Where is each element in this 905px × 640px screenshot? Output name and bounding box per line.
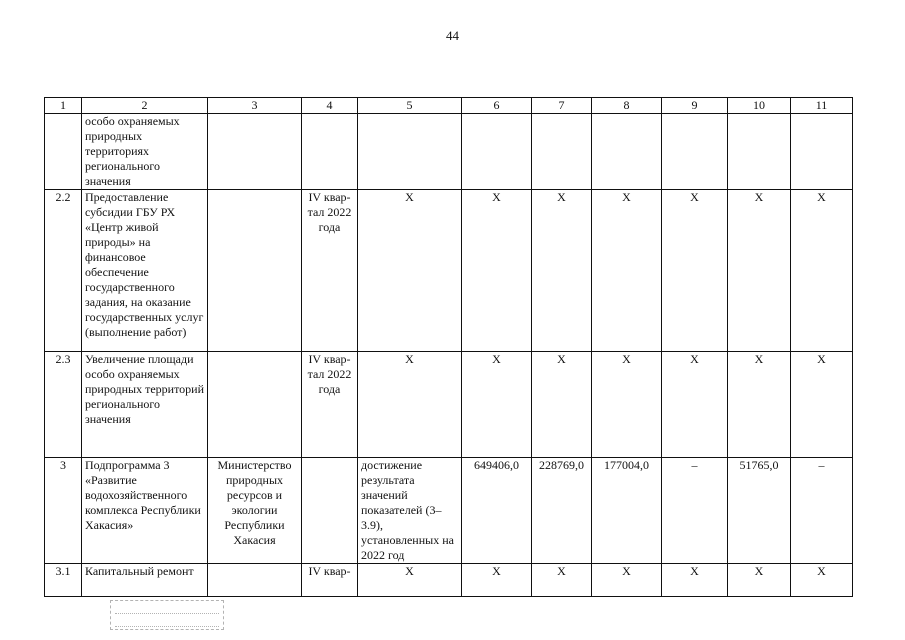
table-row — [45, 190, 853, 352]
executor-cell: Министерство природных ресурсов и экологии Республики Хакасия — [208, 458, 302, 564]
header-cell: 2 — [82, 98, 208, 114]
term-cell: IV квар- тал 2022 года — [302, 190, 358, 352]
header-row — [45, 98, 853, 114]
row-number-cell — [45, 114, 82, 190]
header-cell: 7 — [532, 98, 592, 114]
value-cell: X — [462, 190, 532, 352]
term-cell: IV квар- тал 2022 года — [302, 352, 358, 458]
value-cell: X — [662, 190, 728, 352]
row-number-cell: 3.1 — [45, 564, 82, 597]
header-cell: 5 — [358, 98, 462, 114]
value-cell: X — [462, 352, 532, 458]
event-name-cell: особо охраняемых природных территориях регионального значения — [82, 114, 208, 190]
executor-cell — [208, 564, 302, 597]
event-name-cell: Увеличение площади особо охраняемых природных территорий регионального значения — [82, 352, 208, 458]
program-table — [44, 97, 853, 597]
value-cell: X — [662, 352, 728, 458]
value-cell — [662, 114, 728, 190]
value-cell: 177004,0 — [592, 458, 662, 564]
event-name-cell: Предоставление субсидии ГБУ РХ «Центр живой природы» на финансовое обеспечение государственного задания, на оказание государственных услуг (выполнение работ) — [82, 190, 208, 352]
header-cell: 1 — [45, 98, 82, 114]
faded-stamp — [110, 600, 224, 630]
row-number-cell: 3 — [45, 458, 82, 564]
row-number-cell: 2.3 — [45, 352, 82, 458]
value-cell — [532, 114, 592, 190]
executor-cell — [208, 114, 302, 190]
value-cell: X — [728, 352, 791, 458]
header-cell: 6 — [462, 98, 532, 114]
value-cell: 228769,0 — [532, 458, 592, 564]
executor-cell — [208, 352, 302, 458]
result-cell: X — [358, 352, 462, 458]
term-cell: IV квар- — [302, 564, 358, 597]
value-cell: 649406,0 — [462, 458, 532, 564]
table-row — [45, 114, 853, 190]
event-name-cell: Подпрограмма 3 «Развитие водохозяйственного комплекса Республики Хакасия» — [82, 458, 208, 564]
header-cell: 10 — [728, 98, 791, 114]
value-cell — [791, 114, 853, 190]
header-cell: 11 — [791, 98, 853, 114]
value-cell: X — [728, 190, 791, 352]
result-cell: X — [358, 564, 462, 597]
table-row — [45, 564, 853, 597]
result-cell: X — [358, 190, 462, 352]
row-number-cell: 2.2 — [45, 190, 82, 352]
result-cell: достижение результата значений показателей (3–3.9), установленных на 2022 год — [358, 458, 462, 564]
value-cell — [592, 114, 662, 190]
value-cell: X — [462, 564, 532, 597]
header-cell: 4 — [302, 98, 358, 114]
value-cell: – — [662, 458, 728, 564]
value-cell: – — [791, 458, 853, 564]
header-cell: 3 — [208, 98, 302, 114]
value-cell: X — [791, 190, 853, 352]
value-cell: X — [791, 564, 853, 597]
stamp-line — [115, 618, 219, 627]
value-cell: X — [592, 352, 662, 458]
stamp-line — [115, 605, 219, 614]
value-cell: X — [728, 564, 791, 597]
value-cell — [462, 114, 532, 190]
value-cell: X — [532, 564, 592, 597]
value-cell: X — [532, 190, 592, 352]
value-cell: X — [592, 564, 662, 597]
event-name-cell: Капитальный ремонт — [82, 564, 208, 597]
value-cell: 51765,0 — [728, 458, 791, 564]
value-cell: X — [662, 564, 728, 597]
executor-cell — [208, 190, 302, 352]
value-cell — [728, 114, 791, 190]
page-number: 44 — [446, 28, 459, 43]
term-cell — [302, 458, 358, 564]
term-cell — [302, 114, 358, 190]
header-cell: 8 — [592, 98, 662, 114]
value-cell: X — [791, 352, 853, 458]
value-cell: X — [592, 190, 662, 352]
table-row — [45, 352, 853, 458]
header-cell: 9 — [662, 98, 728, 114]
result-cell — [358, 114, 462, 190]
value-cell: X — [532, 352, 592, 458]
table-row — [45, 458, 853, 564]
